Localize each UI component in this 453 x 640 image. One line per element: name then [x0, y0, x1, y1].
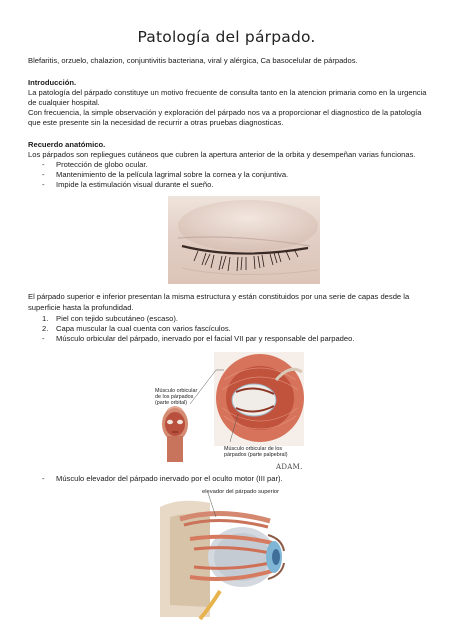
list-item: Impide la estimulación visual durante el sueño.	[56, 180, 214, 189]
intro-line-3: Con frecuencia, la simple observación y exploración del párpado nos va a proporcionar el diagnostico de la patología	[28, 108, 422, 117]
orbicular-muscle-figure	[150, 350, 310, 476]
label-palpebral: párpados (parte palpebral)	[224, 452, 288, 458]
subtitle-line: Blefaritis, orzuelo, chalazion, conjuntivitis bacteriana, viral y alérgica, Ca basocelular de párpados.	[28, 56, 358, 65]
label-orbital: (parte orbital)	[155, 400, 188, 406]
page-title: Patología del párpado.	[137, 28, 316, 46]
anatomy-line-1: Los párpados son repliegues cutáneos que cubren la apertura anterior de la orbita y desempeñan varias funcionas.	[28, 150, 416, 159]
label-orbital: Músculo orbicular	[155, 388, 198, 394]
intro-heading: Introducción.	[28, 78, 77, 87]
layers-para-line-1: El párpado superior e inferior presentan la misma estructura y están constituidos por una serie de capas desde la	[28, 292, 410, 301]
anatomy-heading: Recuerdo anatómico.	[28, 140, 106, 149]
bullet-mark: -	[42, 160, 45, 169]
label-orbital: de los párpados	[155, 394, 194, 400]
list-item: Músculo orbicular del párpado, inervado por el facial VII par y responsable del parpadeo.	[56, 334, 355, 343]
list-item: Protección de globo ocular.	[56, 160, 148, 169]
intro-line-4: que este presente sin la necesidad de recurrir a otras pruebas diagnosticas.	[28, 118, 284, 127]
layers-para-line-2: superficie hasta la profundidad.	[28, 303, 134, 312]
intro-line-2: de cualquier hospital.	[28, 98, 100, 107]
bullet-mark: -	[42, 334, 45, 343]
elevator-muscle-illustration	[150, 487, 300, 627]
bullet-mark: -	[42, 474, 45, 483]
list-item: Piel con tejido subcutáneo (escaso).	[56, 314, 178, 323]
list-item: Músculo elevador del párpado inervado por el oculto motor (III par).	[56, 474, 283, 483]
label-palpebral: Músculo orbicular de los	[224, 446, 283, 452]
intro-line-1: La patología del párpado constituye un motivo frecuente de consulta tanto en la atencion primaria como en la urgencia	[28, 88, 427, 97]
closed-eye-photo	[168, 196, 320, 284]
list-item: Capa muscular la cual cuenta con varios fascículos.	[56, 324, 231, 333]
bullet-mark: -	[42, 180, 45, 189]
numbered-mark: 2.	[42, 324, 49, 333]
numbered-mark: 1.	[42, 314, 49, 323]
closed-eye-illustration	[168, 196, 320, 284]
bullet-mark: -	[42, 170, 45, 179]
label-elevator: elevador del párpado superior	[202, 489, 280, 495]
elevator-muscle-figure	[150, 487, 300, 627]
adam-logo: ADAM.	[276, 463, 303, 471]
list-item: Mantenimiento de la película lagrimal sobre la cornea y la conjuntiva.	[56, 170, 289, 179]
